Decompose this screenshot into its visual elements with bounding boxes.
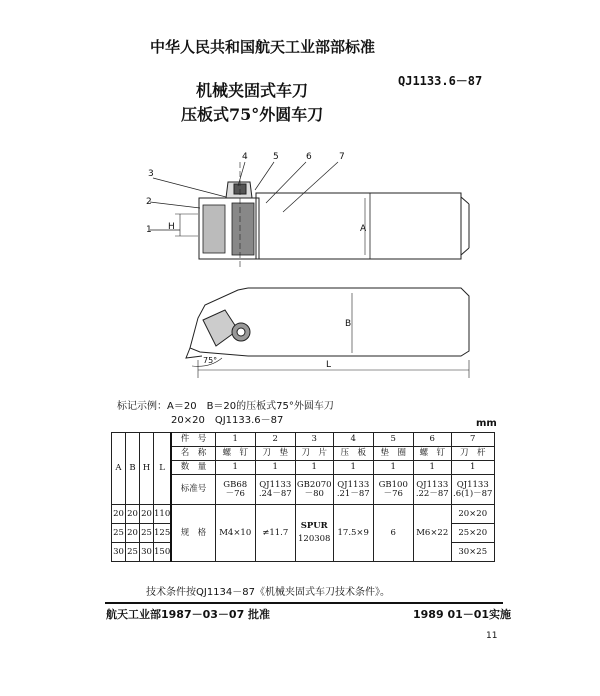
part-no-7: 7 [451,433,494,447]
row2-L: 125 [154,524,172,543]
tech-condition-note: 技术条件按QJ1134－87《机械夹固式车刀技术条件》。 [146,587,390,598]
callout-6: 6 [306,152,312,162]
callout-7: 7 [339,152,345,162]
part-no-3: 3 [295,433,333,447]
row3-L: 150 [154,543,172,562]
approval-date: 航天工业部1987－03－07 批准 [106,608,271,621]
spec-part-2: ≠11.7 [255,505,295,562]
part-qty-1: 1 [215,461,255,475]
row2-A: 25 [112,524,126,543]
row3-A: 30 [112,543,126,562]
part-no-6: 6 [413,433,451,447]
row-label-qty: 数 量 [171,461,215,475]
row1-A: 20 [112,505,126,524]
row1-B: 20 [126,505,140,524]
part-no-2: 2 [255,433,295,447]
dim-b-label: B [345,319,352,329]
callout-4: 4 [242,152,248,162]
col-head-H: H [140,433,154,505]
doc-title-line2: 压板式75°外圆车刀 [181,105,324,124]
shank-top-view [256,193,461,259]
row3-bar-size: 30×25 [451,543,494,562]
part-no-5: 5 [373,433,413,447]
part-std-6: QJ1133 .22－87 [413,475,451,505]
callout-1: 1 [146,225,152,235]
row-label-spec: 规 格 [171,505,215,562]
row-label-part-no: 件 号 [171,433,215,447]
col-head-L: L [154,433,172,505]
row1-H: 20 [140,505,154,524]
part-qty-2: 1 [255,461,295,475]
part-std-7: QJ1133 .6(1)－87 [451,475,494,505]
part-no-4: 4 [333,433,373,447]
dim-h-label: H [168,222,175,232]
spec-part-5: 6 [373,505,413,562]
row3-B: 25 [126,543,140,562]
spec-part-6: M6×22 [413,505,451,562]
row-label-name: 名 称 [171,447,215,461]
part-std-5: GB100 －76 [373,475,413,505]
row2-bar-size: 25×20 [451,524,494,543]
angle-label: 75° [203,356,218,365]
part-qty-5: 1 [373,461,413,475]
row2-B: 20 [126,524,140,543]
spec-part-3-size: 120308 [298,534,331,544]
spec-part-3 [295,505,333,562]
dim-a-label: A [360,224,367,234]
part-no-1: 1 [215,433,255,447]
row2-H: 25 [140,524,154,543]
row1-L: 110 [154,505,172,524]
part-std-1: GB68 －76 [215,475,255,505]
part-name-4: 压 板 [333,447,373,461]
part-std-2: QJ1133 .24－87 [255,475,295,505]
part-name-3: 刀 片 [295,447,333,461]
shank-bottom-view [248,288,469,356]
spec-part-1: M4×10 [215,505,255,562]
page-number: 11 [486,631,498,641]
part-qty-3: 1 [295,461,333,475]
marking-example-line1: 标记示例：A＝20 B＝20的压板式75°外圆车刀 [117,401,334,412]
part-qty-7: 1 [451,461,494,475]
doc-title-line1: 机械夹固式车刀 [196,81,309,100]
col-head-A: A [112,433,126,505]
spec-part-3-grade: SPUR [300,521,328,532]
spec-table [111,432,495,562]
col-head-B: B [126,433,140,505]
callout-5: 5 [273,152,279,162]
spec-part-4: 17.5×9 [333,505,373,562]
callout-3: 3 [148,169,154,179]
unit-label: mm [476,418,497,429]
part-name-2: 刀 垫 [255,447,295,461]
part-std-4: QJ1133 .21－87 [333,475,373,505]
part-qty-6: 1 [413,461,451,475]
part-std-3: GB2070 －80 [295,475,333,505]
part-name-7: 刀 杆 [451,447,494,461]
standard-code: QJ1133.6－87 [398,74,483,88]
standard-header: 中华人民共和国航天工业部部标准 [150,38,376,56]
marking-example-line2: 20×20 QJ1133.6－87 [171,415,284,426]
row1-bar-size: 20×20 [451,505,494,524]
part-name-6: 螺 钉 [413,447,451,461]
part-qty-4: 1 [333,461,373,475]
dim-l-label: L [326,360,332,370]
callout-2: 2 [146,197,152,207]
row-label-std: 标准号 [171,475,215,505]
effective-date: 1989 01－01实施 [413,608,512,621]
row3-H: 30 [140,543,154,562]
part-name-1: 螺 钉 [215,447,255,461]
footer-rule [105,602,503,604]
part-name-5: 垫 圈 [373,447,413,461]
